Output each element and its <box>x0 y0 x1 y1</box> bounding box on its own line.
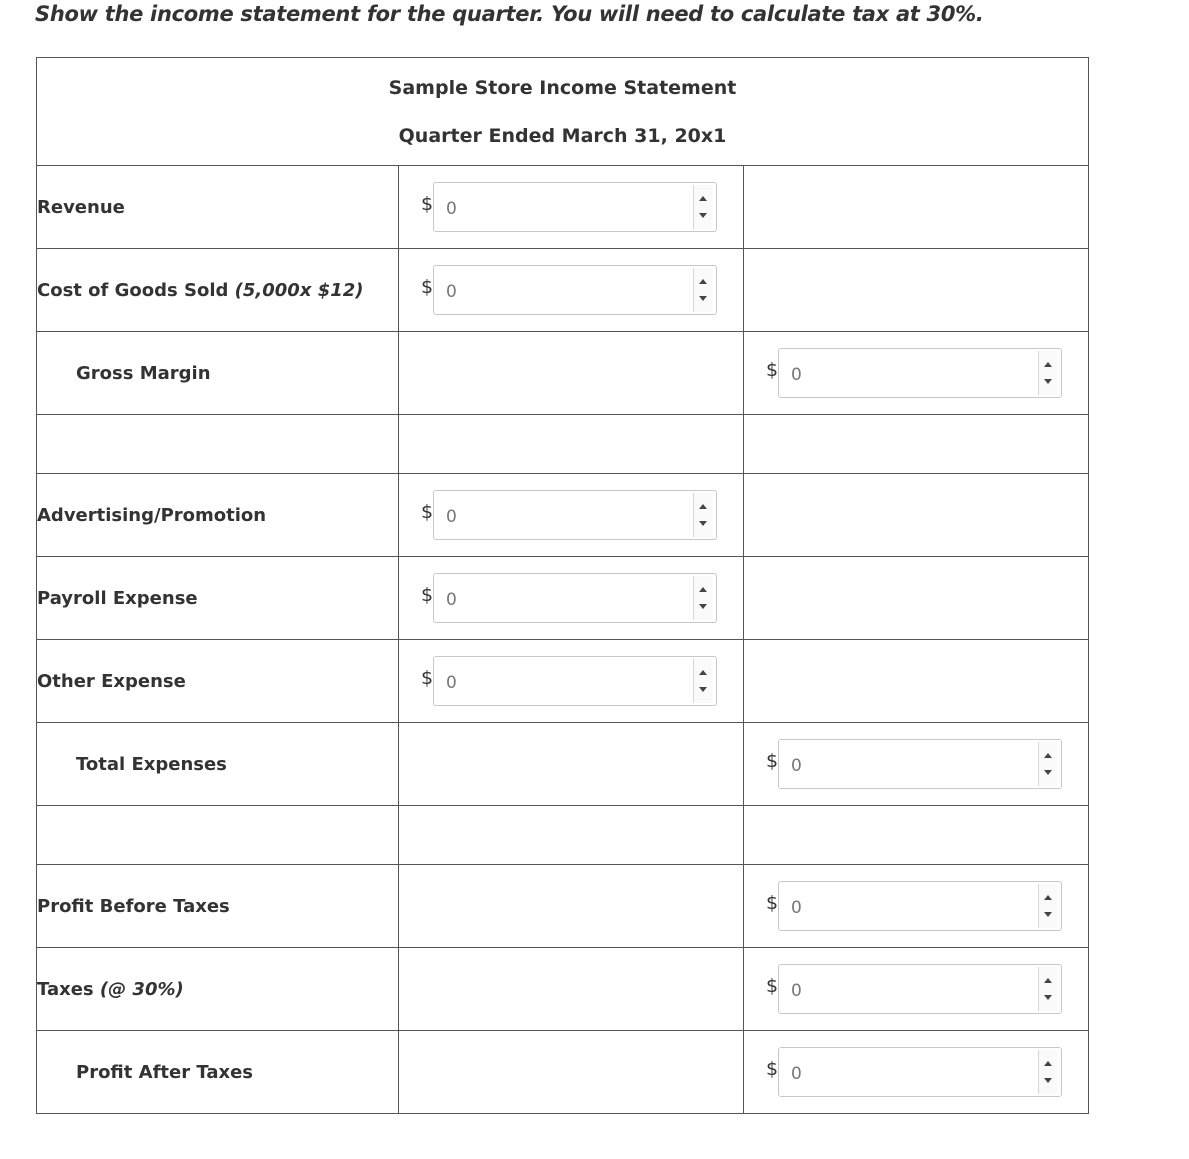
payroll-input[interactable] <box>433 573 717 623</box>
profit-before-taxes-input[interactable] <box>778 881 1062 931</box>
profit-before-taxes-label: Profit Before Taxes <box>37 865 399 948</box>
dollar-sign: $ <box>421 193 434 215</box>
dollar-sign: $ <box>421 501 434 523</box>
advertising-label: Advertising/Promotion <box>37 474 399 557</box>
cogs-label: Cost of Goods Sold (5,000x $12) <box>37 249 399 332</box>
spin-up-icon[interactable] <box>1044 753 1052 758</box>
dollar-sign: $ <box>421 584 434 606</box>
spin-down-icon[interactable] <box>1044 770 1052 775</box>
spacer-row <box>37 415 1089 474</box>
spin-down-icon[interactable] <box>699 687 707 692</box>
spin-down-icon[interactable] <box>1044 912 1052 917</box>
row-gross-margin <box>37 332 1089 415</box>
spin-down-icon[interactable] <box>699 604 707 609</box>
spin-down-icon[interactable] <box>699 296 707 301</box>
spin-up-icon[interactable] <box>699 504 707 509</box>
number-spinner[interactable] <box>693 659 712 703</box>
row-payroll <box>37 557 1089 640</box>
other-expense-input[interactable] <box>433 656 717 706</box>
row-taxes <box>37 948 1089 1031</box>
advertising-input[interactable] <box>433 490 717 540</box>
dollar-sign: $ <box>421 276 434 298</box>
spin-up-icon[interactable] <box>699 279 707 284</box>
number-spinner[interactable] <box>693 493 712 537</box>
profit-before-taxes-value: 0 <box>791 898 802 918</box>
cogs-value: 0 <box>446 282 457 302</box>
row-profit-after-taxes <box>37 1031 1089 1114</box>
number-spinner[interactable] <box>693 185 712 229</box>
row-cogs <box>37 249 1089 332</box>
taxes-label: Taxes (@ 30%) <box>37 948 399 1031</box>
dollar-sign: $ <box>766 892 779 914</box>
header-row <box>37 58 1089 166</box>
statement-title: Sample Store Income Statement <box>388 76 737 99</box>
dollar-sign: $ <box>766 750 779 772</box>
spin-up-icon[interactable] <box>699 587 707 592</box>
number-spinner[interactable] <box>1038 1050 1057 1094</box>
row-other-expense <box>37 640 1089 723</box>
spin-up-icon[interactable] <box>1044 362 1052 367</box>
taxes-input[interactable] <box>778 964 1062 1014</box>
gross-margin-value: 0 <box>791 365 802 385</box>
cogs-input[interactable] <box>433 265 717 315</box>
spin-down-icon[interactable] <box>1044 995 1052 1000</box>
dollar-sign: $ <box>421 667 434 689</box>
profit-after-taxes-label: Profit After Taxes <box>37 1031 399 1114</box>
question-prompt: Show the income statement for the quarter. You will need to calculate tax at 30%. <box>35 2 984 26</box>
number-spinner[interactable] <box>693 268 712 312</box>
number-spinner[interactable] <box>693 576 712 620</box>
spin-down-icon[interactable] <box>699 521 707 526</box>
total-expenses-label: Total Expenses <box>37 723 399 806</box>
other-expense-value: 0 <box>446 673 457 693</box>
taxes-value: 0 <box>791 981 802 1001</box>
other-expense-label: Other Expense <box>37 640 399 723</box>
number-spinner[interactable] <box>1038 884 1057 928</box>
spin-down-icon[interactable] <box>699 213 707 218</box>
number-spinner[interactable] <box>1038 967 1057 1011</box>
gross-margin-input[interactable] <box>778 348 1062 398</box>
total-expenses-value: 0 <box>791 756 802 776</box>
spin-up-icon[interactable] <box>1044 978 1052 983</box>
spacer-row <box>37 806 1089 865</box>
number-spinner[interactable] <box>1038 351 1057 395</box>
profit-after-taxes-value: 0 <box>791 1064 802 1084</box>
row-profit-before-taxes <box>37 865 1089 948</box>
row-revenue <box>37 166 1089 249</box>
dollar-sign: $ <box>766 975 779 997</box>
revenue-label: Revenue <box>37 166 399 249</box>
spin-down-icon[interactable] <box>1044 379 1052 384</box>
profit-after-taxes-input[interactable] <box>778 1047 1062 1097</box>
payroll-value: 0 <box>446 590 457 610</box>
spin-up-icon[interactable] <box>1044 895 1052 900</box>
gross-margin-label: Gross Margin <box>37 332 399 415</box>
spin-up-icon[interactable] <box>699 670 707 675</box>
payroll-label: Payroll Expense <box>37 557 399 640</box>
revenue-value: 0 <box>446 199 457 219</box>
dollar-sign: $ <box>766 1058 779 1080</box>
row-advertising <box>37 474 1089 557</box>
dollar-sign: $ <box>766 359 779 381</box>
advertising-value: 0 <box>446 507 457 527</box>
income-statement-table <box>36 57 1089 1114</box>
number-spinner[interactable] <box>1038 742 1057 786</box>
revenue-input[interactable] <box>433 182 717 232</box>
spin-up-icon[interactable] <box>699 196 707 201</box>
statement-subtitle: Quarter Ended March 31, 20x1 <box>398 124 727 147</box>
total-expenses-input[interactable] <box>778 739 1062 789</box>
statement-header <box>37 58 1089 166</box>
spin-down-icon[interactable] <box>1044 1078 1052 1083</box>
spin-up-icon[interactable] <box>1044 1061 1052 1066</box>
row-total-expenses <box>37 723 1089 806</box>
